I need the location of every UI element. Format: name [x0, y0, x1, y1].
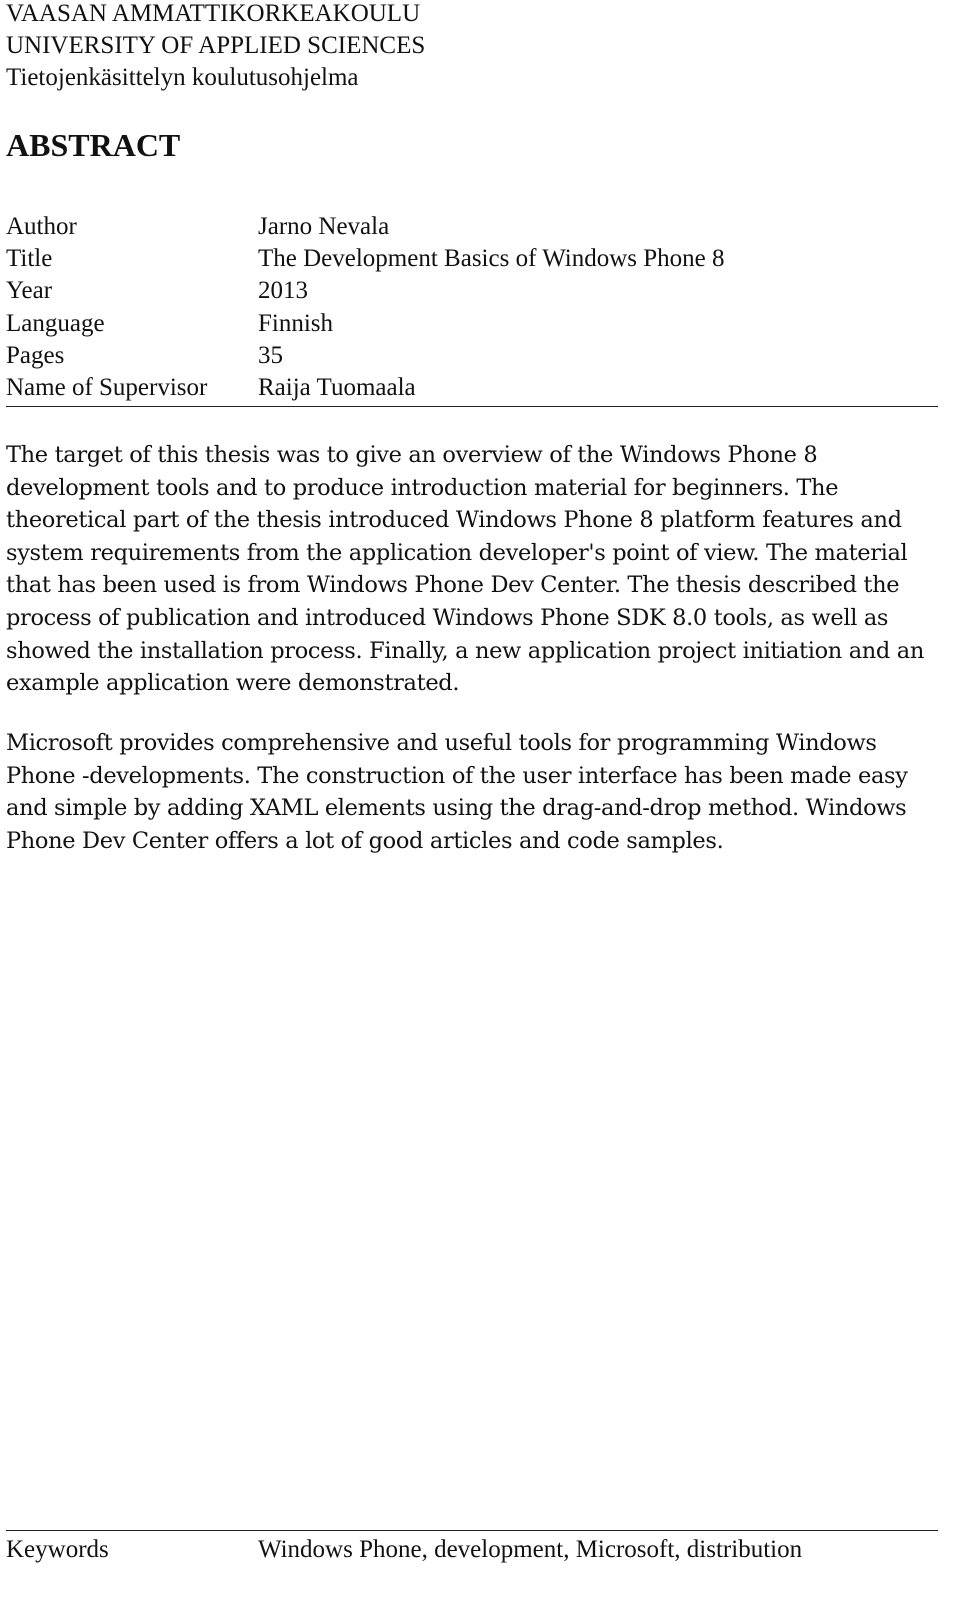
meta-divider: [6, 406, 938, 407]
meta-row-supervisor: [6, 372, 936, 404]
meta-label: Author: [6, 213, 77, 240]
keywords-label: Keywords: [6, 1536, 109, 1563]
meta-label: Name of Supervisor: [6, 374, 208, 401]
institution-name: VAASAN AMMATTIKORKEAKOULU: [6, 0, 421, 27]
keywords-divider: [6, 1530, 938, 1531]
meta-label: Language: [6, 310, 105, 337]
meta-label: Year: [6, 277, 53, 304]
meta-row-language: [6, 308, 936, 340]
keywords-row: [6, 1533, 936, 1567]
meta-row-pages: [6, 340, 936, 372]
abstract-paragraph-1: The target of this thesis was to give an overview of the Windows Phone 8 development tools and to produce introduction material for beginners. The theoretical part of the thesis introduced Windows Phone 8 platform features and system requirements from the application developer's point of view. The material that has been used is from Windows Phone Dev Center. The thesis described the process of publication and introduced Windows Phone SDK 8.0 tools, as well as showed the installation process. Finally, a new application project initiation and an example application were demonstrated.: [6, 442, 924, 697]
meta-value: Raija Tuomaala: [258, 374, 416, 401]
abstract-paragraph-2: Microsoft provides comprehensive and useful tools for programming Windows Phone -developments. The construction of the user interface has been made easy and simple by adding XAML elements using the drag-and-drop method. Windows Phone Dev Center offers a lot of good articles and code samples.: [6, 730, 908, 854]
meta-value: Jarno Nevala: [258, 213, 390, 240]
meta-row-year: [6, 275, 936, 307]
degree-programme: Tietojenkäsittelyn koulutusohjelma: [6, 64, 359, 91]
meta-value: The Development Basics of Windows Phone 8: [258, 245, 725, 272]
meta-label: Pages: [6, 342, 65, 369]
meta-label: Title: [6, 245, 53, 272]
meta-value: 35: [258, 342, 283, 369]
keywords-value: Windows Phone, development, Microsoft, distribution: [258, 1536, 803, 1563]
meta-value: 2013: [258, 277, 308, 304]
meta-value: Finnish: [258, 310, 334, 337]
institution-name-english: UNIVERSITY OF APPLIED SCIENCES: [6, 32, 426, 59]
meta-row-author: [6, 211, 936, 243]
page-title: ABSTRACT: [6, 127, 181, 163]
meta-row-title: [6, 243, 936, 275]
